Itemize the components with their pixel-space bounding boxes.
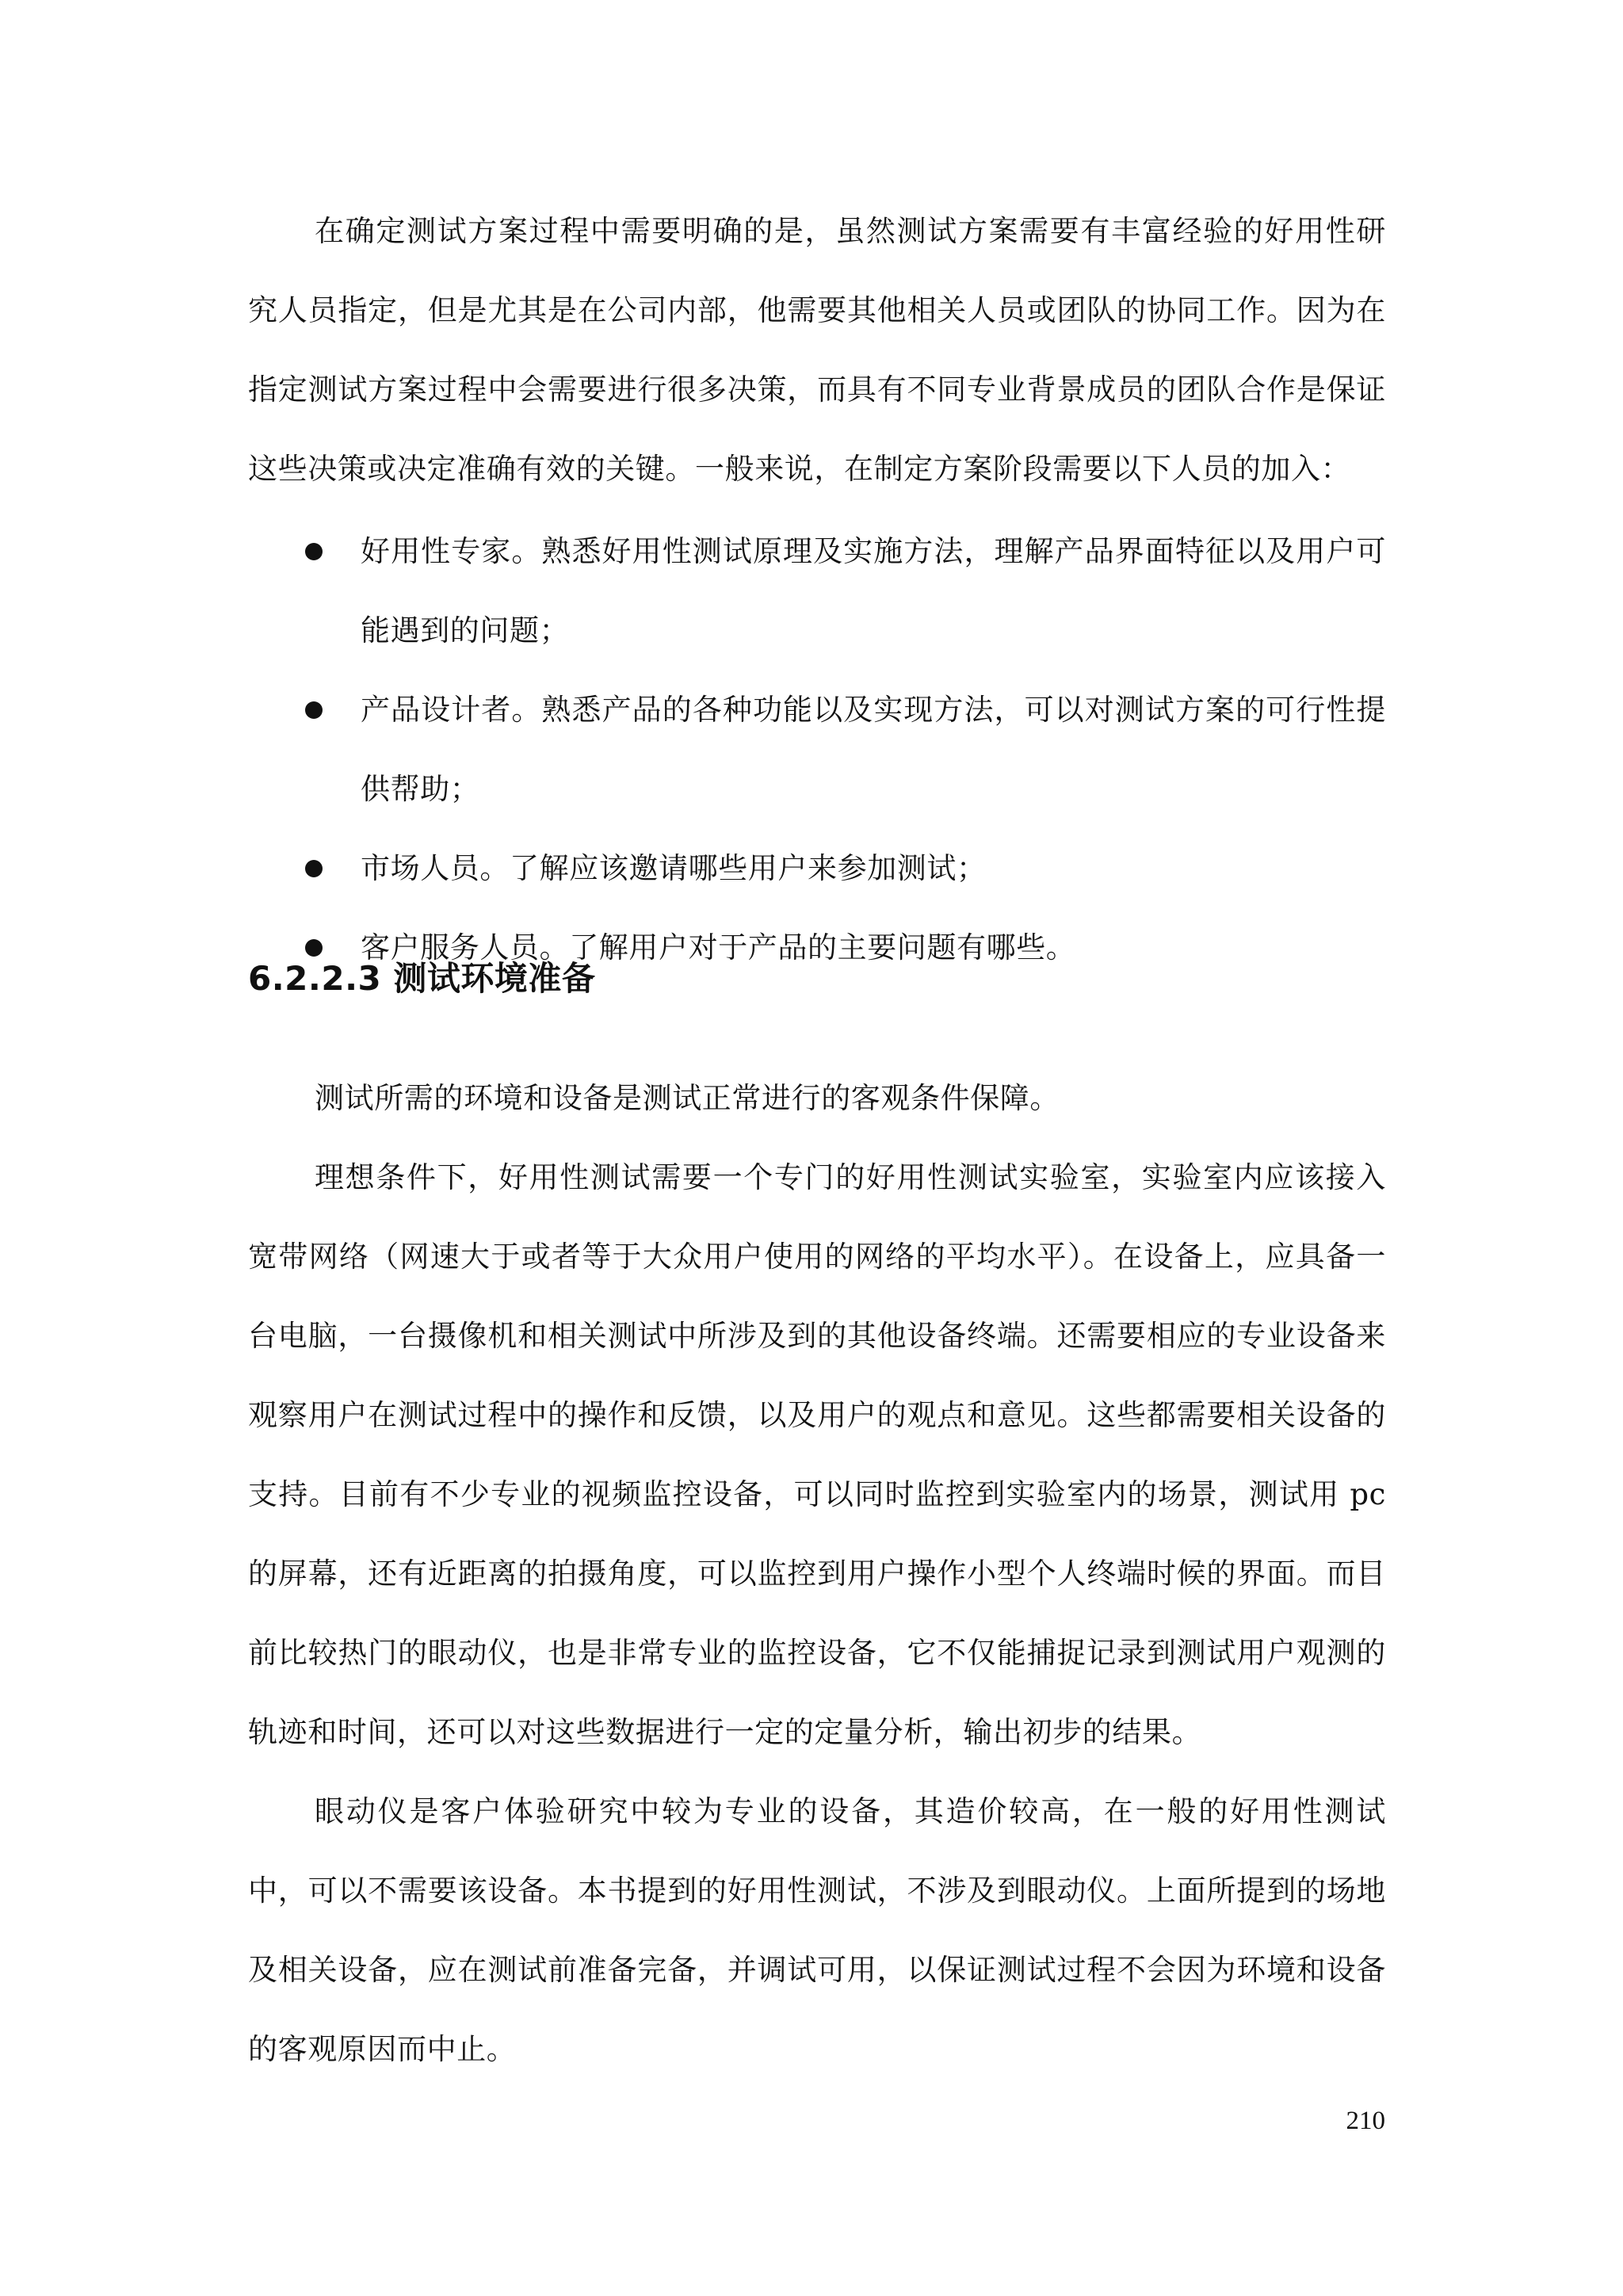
page-number: 210	[1346, 2107, 1385, 2135]
body-paragraph: 理想条件下，好用性测试需要一个专门的好用性测试实验室，实验室内应该接入宽带网络（网速大于或者等于大众用户使用的网络的平均水平）。在设备上，应具备一台电脑，一台摄像机和相关测试中所涉及到的其他设备终端。还需要相应的专业设备来观察用户在测试过程中的操作和反馈，以及用户的观点和意见。这些都需要相关设备的支持。目前有不少专业的视频监控设备，可以同时监控到实验室内的场景，测试用 pc 的屏幕，还有近距离的拍摄角度，可以监控到用户操作小型个人终端时候的界面。而目前比较热门的眼动仪，也是非常专业的监控设备，它不仅能捕捉记录到测试用户观测的轨迹和时间，还可以对这些数据进行一定的定量分析，输出初步的结果。	[248, 1160, 1386, 1749]
list-item-text: 市场人员。了解应该邀请哪些用户来参加测试；	[361, 851, 987, 885]
list-item	[248, 670, 1386, 829]
section-heading: 6.2.2.3 测试环境准备	[248, 959, 596, 998]
list-item-text: 产品设计者。熟悉产品的各种功能以及实现方法，可以对测试方案的可行性提供帮助；	[361, 693, 1386, 806]
list-item-text: 好用性专家。熟悉好用性测试原理及实施方法，理解产品界面特征以及用户可能遇到的问题；	[361, 534, 1386, 648]
list-item-text: 客户服务人员。了解用户对于产品的主要问题有哪些。	[361, 930, 1076, 965]
intro-section	[248, 192, 1386, 509]
environment-section	[248, 1059, 1386, 2089]
bullet-dot-icon	[305, 701, 323, 719]
bullet-dot-icon	[305, 860, 323, 877]
body-paragraph: 眼动仪是客户体验研究中较为专业的设备，其造价较高，在一般的好用性测试中，可以不需要该设备。本书提到的好用性测试，不涉及到眼动仪。上面所提到的场地及相关设备，应在测试前准备完备，并调试可用，以保证测试过程不会因为环境和设备的客观原因而中止。	[248, 1794, 1386, 2066]
body-paragraph: 测试所需的环境和设备是测试正常进行的客观条件保障。	[315, 1081, 1060, 1115]
bullet-list	[248, 512, 1386, 988]
body-paragraph: 在确定测试方案过程中需要明确的是，虽然测试方案需要有丰富经验的好用性研究人员指定，但是尤其是在公司内部，他需要其他相关人员或团队的协同工作。因为在指定测试方案过程中会需要进行很多决策，而具有不同专业背景成员的团队合作是保证这些决策或决定准确有效的关键。一般来说，在制定方案阶段需要以下人员的加入：	[248, 214, 1386, 486]
list-item	[248, 829, 1386, 908]
bullet-dot-icon	[305, 543, 323, 560]
list-item	[248, 512, 1386, 670]
